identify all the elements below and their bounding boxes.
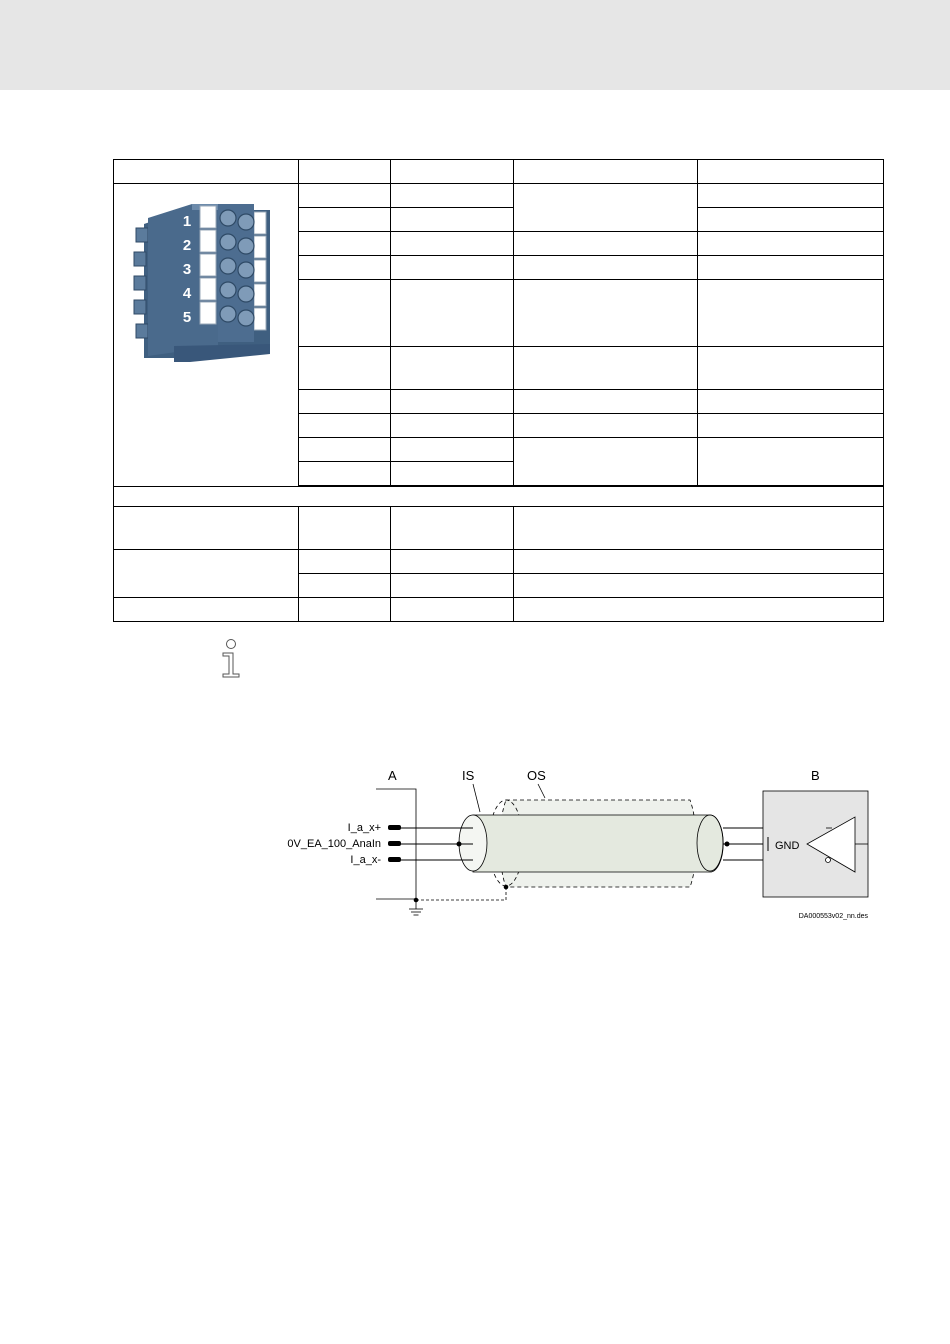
table-cell — [391, 256, 514, 280]
table-cell — [514, 438, 698, 486]
table-cell — [391, 390, 514, 414]
label-os: OS — [527, 768, 546, 783]
table-cell — [299, 232, 391, 256]
table-cell — [514, 160, 698, 184]
table-cell — [698, 184, 884, 208]
table-cell — [299, 414, 391, 438]
pin-number: 5 — [182, 309, 192, 326]
table-cell — [299, 550, 391, 574]
page-header-band — [0, 0, 950, 90]
pointer-line — [538, 784, 545, 798]
table-cell — [299, 160, 391, 184]
label-a: A — [388, 768, 397, 783]
table-cell — [114, 160, 299, 184]
table-cell — [514, 347, 698, 390]
table-header-row — [114, 160, 884, 184]
table-cell — [698, 232, 884, 256]
junction-dot — [725, 842, 730, 847]
table-cell — [391, 507, 514, 550]
table-cell — [514, 232, 698, 256]
table-cell — [299, 256, 391, 280]
table-cell — [391, 208, 514, 232]
table-cell — [391, 462, 514, 486]
table-cell — [698, 280, 884, 347]
table-cell — [698, 160, 884, 184]
table-row — [114, 507, 884, 550]
table-cell — [391, 232, 514, 256]
table-cell — [698, 414, 884, 438]
table-cell — [698, 390, 884, 414]
pin-number: 2 — [182, 237, 192, 254]
table-cell — [514, 598, 884, 622]
table-cell — [299, 390, 391, 414]
table-cell — [114, 550, 299, 598]
table-cell — [299, 184, 391, 208]
label-is: IS — [462, 768, 475, 783]
table-cell — [299, 462, 391, 486]
table-cell — [299, 280, 391, 347]
pointer-line — [473, 784, 480, 812]
pin-number: 3 — [182, 261, 192, 278]
ground-icon — [409, 900, 423, 915]
pin-number: 4 — [182, 285, 192, 302]
signal-label: I_a_x+ — [347, 822, 381, 834]
table-cell — [514, 280, 698, 347]
pin-stub — [388, 857, 401, 862]
connector-image — [130, 196, 270, 366]
table-cell — [114, 487, 884, 507]
table-cell — [698, 256, 884, 280]
shielded-cable-diagram — [270, 762, 880, 927]
table-cell — [114, 507, 299, 550]
table-cell — [114, 598, 299, 622]
table-cell — [514, 550, 884, 574]
signal-label: 0V_EA_100_AnaIn — [287, 838, 381, 850]
table-cell — [514, 184, 698, 232]
table-cell — [391, 347, 514, 390]
connector-image-cell — [114, 184, 299, 487]
table-cell — [514, 507, 884, 550]
table-cell — [391, 550, 514, 574]
table-cell — [299, 598, 391, 622]
inner-shield — [473, 815, 723, 872]
table-section-row — [114, 487, 884, 507]
table-cell — [391, 280, 514, 347]
table-cell — [299, 438, 391, 462]
signal-label: I_a_x- — [350, 854, 381, 866]
pin-stub — [388, 841, 401, 846]
table-cell — [299, 507, 391, 550]
table-cell — [299, 347, 391, 390]
connector-pin-table — [113, 159, 884, 622]
info-icon — [218, 638, 244, 680]
table-cell — [391, 574, 514, 598]
table-row — [114, 184, 884, 208]
table-cell — [698, 208, 884, 232]
table-cell — [391, 160, 514, 184]
pin-stub — [388, 825, 401, 830]
table-cell — [698, 438, 884, 486]
drawing-id: DA000553v02_nn.des — [798, 913, 868, 920]
table-cell — [698, 347, 884, 390]
table-cell — [299, 574, 391, 598]
table-cell — [514, 574, 884, 598]
gnd-label: GND — [775, 840, 800, 852]
table-cell — [391, 414, 514, 438]
table-cell — [299, 208, 391, 232]
table-row — [114, 598, 884, 622]
shield-drain — [416, 887, 506, 900]
junction-dot — [457, 842, 462, 847]
table-cell — [514, 414, 698, 438]
table-cell — [514, 390, 698, 414]
table-cell — [391, 598, 514, 622]
pin-number: 1 — [182, 213, 192, 230]
table-cell — [391, 438, 514, 462]
table-cell — [514, 256, 698, 280]
label-b: B — [811, 768, 820, 783]
table-cell — [391, 184, 514, 208]
table-row — [114, 550, 884, 574]
